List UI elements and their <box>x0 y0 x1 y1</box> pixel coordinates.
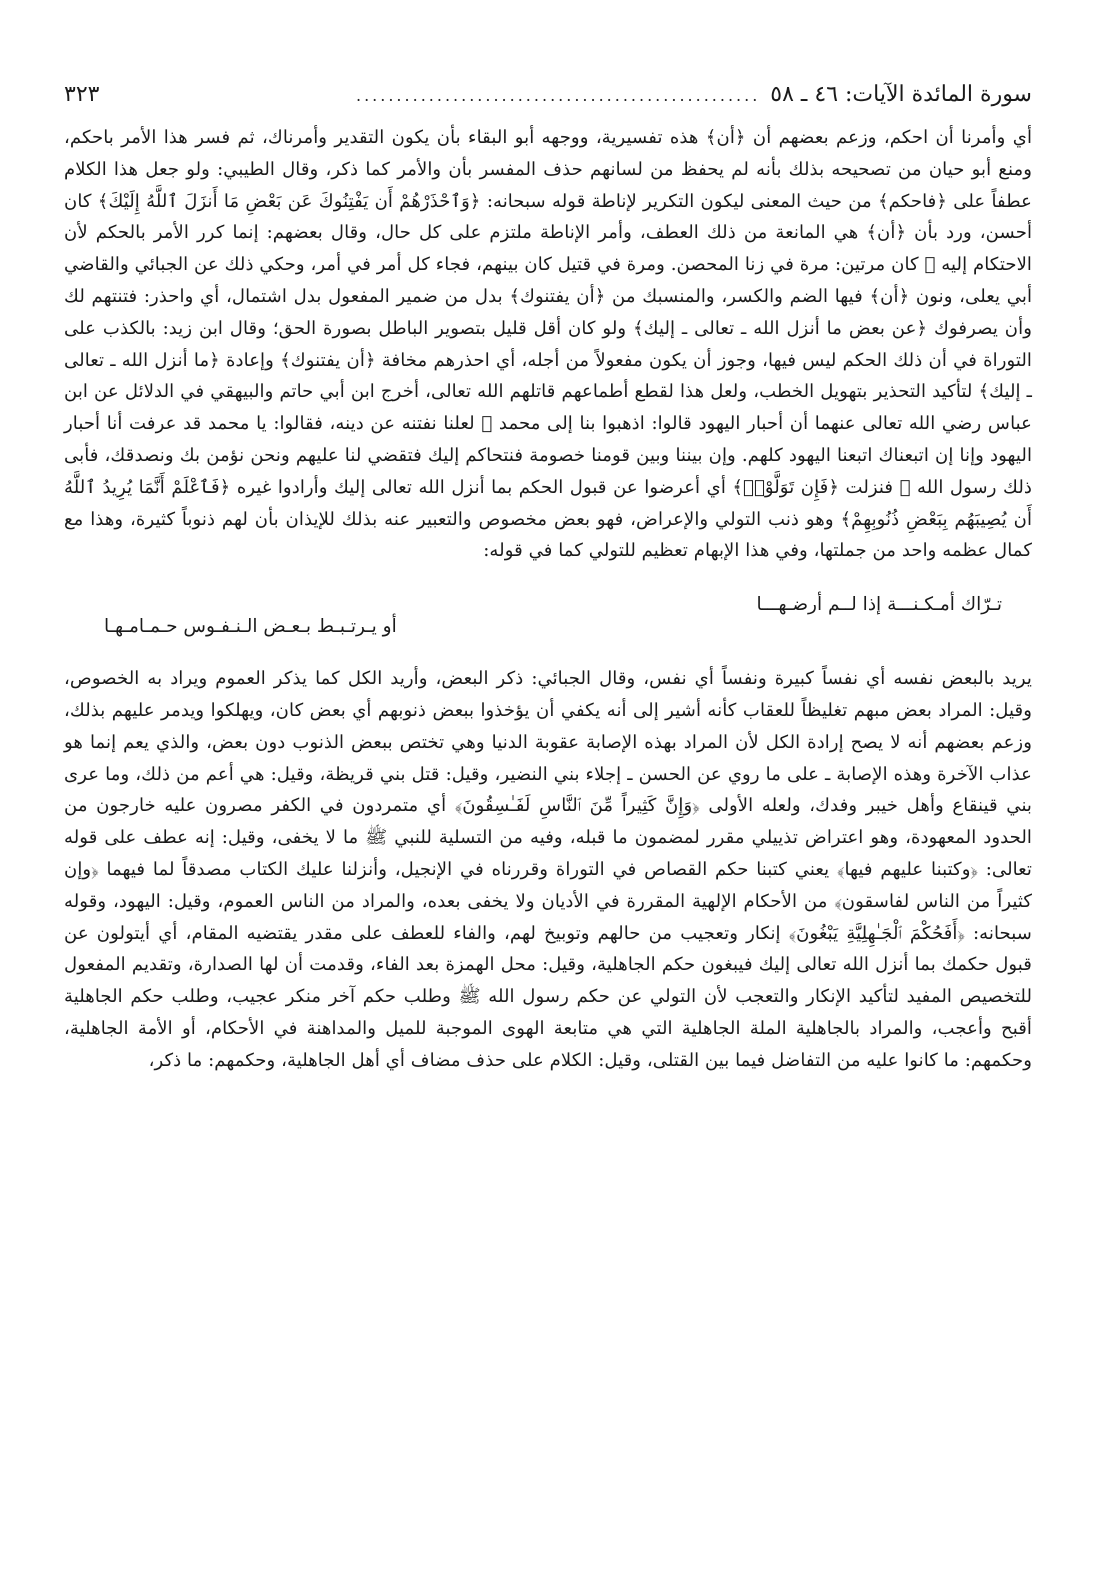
spacer <box>64 645 1032 663</box>
commentary-text-before <box>64 122 1032 567</box>
commentary-text-after <box>64 663 1032 1076</box>
verse-hemistich-first: تـرّاك أمـكـنـــة إذا لــم أرضـهـــا <box>756 594 1002 616</box>
dotted-leader: .................................................. <box>356 86 761 105</box>
book-page <box>64 78 1032 1558</box>
paragraph: أي وأمرنا أن احكم، وزعم بعضهم أن ﴿أن﴾ هذه تفسيرية، ووجهه أبو البقاء بأن يكون التقدير وأمرناك، ثم فسر هذا الأمر باحكم، ومنع أبو حيان من تصحيحه بذلك بأنه لم يحفظ من لسانهم حذف المفسر بأن والأمر كما ذكر، وقال الطيبي: ولو جعل هذا الكلام عطفاً على ﴿فاحكم﴾ من حيث المعنى ليكون التكرير لإناطة قوله سبحانه: ﴿وَٱحْذَرْهُمْ أَن يَفْتِنُوكَ عَن بَعْضِ مَا أَنزَلَ ٱللَّهُ إِلَيْكَ﴾ كان أحسن، ورد بأن ﴿أن﴾ هي المانعة من ذلك العطف، وأمر الإناطة ملتزم على كل حال، وقال بعضهم: إنما كرر الأمر بالحكم لأن الاحتكام إليه ﷺ كان مرتين: مرة في زنا المحصن. ومرة في قتيل كان بينهم، فجاء كل أمر في أمر، وحكي ذلك عن الجبائي والقاضي أبي يعلى، ونون ﴿أن﴾ فيها الضم والكسر، والمنسبك من ﴿أن يفتنوك﴾ بدل من ضمير المفعول بدل اشتمال، أي واحذر: فتنتهم لك وأن يصرفوك ﴿عن بعض ما أنزل الله ـ تعالى ـ إليك﴾ ولو كان أقل قليل بتصوير الباطل بصورة الحق؛ وقال ابن زيد: بالكذب على التوراة في أن ذلك الحكم ليس فيها، وجوز أن يكون مفعولاً من أجله، أي احذرهم مخافة ﴿أن يفتنوك﴾ وإعادة ﴿ما أنزل الله ـ تعالى ـ إليك﴾ لتأكيد التحذير بتهويل الخطب، ولعل هذا لقطع أطماعهم قاتلهم الله تعالى، أخرج ابن أبي حاتم والبيهقي في الدلائل عن ابن عباس رضي الله تعالى عنهما أن أحبار اليهود قالوا: اذهبوا بنا إلى محمد ﷺ لعلنا نفتنه عن دينه، فقالوا: يا محمد قد عرفت أنا أحبار اليهود وإنا إن اتبعناك اتبعنا اليهود كلهم. وإن بيننا وبين قومنا خصومة فنتحاكم إليك فتقضي لنا عليهم ونحن نؤمن بك ونصدقك، فأبى ذلك رسول الله ﷺ فنزلت ﴿فَإِن تَوَلَّوْا۟﴾ أي أعرضوا عن قبول الحكم بما أنزل الله تعالى إليك وأرادوا غيره ﴿فَٱعْلَمْ أَنَّمَا يُرِيدُ ٱللَّهُ أَن يُصِيبَهُم بِبَعْضِ ذُنُوبِهِمْ﴾ وهو ذنب التولي والإعراض، فهو بعض مخصوص والتعبير عنه بذلك للإيذان بأن لهم ذنوباً كثيرة، وهذا مع كمال عظمه واحد من جملتها، وفي هذا الإبهام تعظيم للتولي كما في قوله: <box>64 127 1032 562</box>
poetry-verse <box>64 567 1032 645</box>
running-header <box>64 78 1032 122</box>
surah-title: سورة المائدة الآيات: ٤٦ ـ ٥٨ <box>770 82 1032 107</box>
verse-hemistich-second: أو يـرتـبـط بـعـض الـنـفـوس حـمـامـهـا <box>104 616 397 638</box>
paragraph: يريد بالبعض نفسه أي نفساً كبيرة ونفساً أي نفس، وقال الجبائي: ذكر البعض، وأريد الكل كما يذكر العموم ويراد به الخصوص، وقيل: المراد بعض مبهم تغليظاً للعقاب كأنه أشير إلى أنه يكفي أن يؤخذوا ببعض ذنوبهم أي بعض كان، ويهلكوا ويدمر عليهم بذلك، وزعم بعضهم أنه لا يصح إرادة الكل لأن المراد بهذه الإصابة عقوبة الدنيا وهي تختص ببعض الذنوب دون بعض، والذي يعم إنما هو عذاب الآخرة وهذه الإصابة ـ على ما روي عن الحسن ـ إجلاء بني النضير، وقيل: قتل بني قريظة، وقيل: هي أعم من ذلك، وما عرى بني قينقاع وأهل خيبر وفدك، ولعله الأولى ﴿وَإِنَّ كَثِيراً مِّنَ ٱلنَّاسِ لَفَـٰسِقُونَ﴾ أي متمردون في الكفر مصرون عليه خارجون من الحدود المعهودة، وهو اعتراض تذييلي مقرر لمضمون ما قبله، وفيه من التسلية للنبي ﷺ ما لا يخفى، وقيل: إنه عطف على قوله تعالى: ﴿وكتبنا عليهم فيها﴾ يعني كتبنا حكم القصاص في التوراة وقررناه في الإنجيل، وأنزلنا عليك الكتاب مصدقاً لما فيهما ﴿وإن كثيراً من الناس لفاسقون﴾ من الأحكام الإلهية المقررة في الأديان ولا يخفى بعده، والمراد من الناس العموم، وقيل: اليهود، وقوله سبحانه: ﴿أَفَحُكْمَ ٱلْجَـٰهِلِيَّةِ يَبْغُونَ﴾ إنكار وتعجيب من حالهم وتوبيخ لهم، والفاء للعطف على مقدر يقتضيه المقام، أي أيتولون عن قبول حكمك بما أنزل الله تعالى إليك فيبغون حكم الجاهلية، وقيل: محل الهمزة بعد الفاء، وقدمت أن لها الصدارة، وتقديم المفعول للتخصيص المفيد لتأكيد الإنكار والتعجب لأن التولي عن حكم رسول الله ﷺ وطلب حكم آخر منكر عجيب، وطلب حكم الجاهلية أقبح وأعجب، والمراد بالجاهلية الملة الجاهلية التي هي متابعة الهوى الموجبة للميل والمداهنة في الأحكام، أو الأمة الجاهلية، وحكمهم: ما كانوا عليه من التفاضل فيما بين القتلى، وقيل: الكلام على حذف مضاف أي أهل الجاهلية، وحكمهم: ما ذكر، <box>64 668 1032 1071</box>
page-number: ٣٢٣ <box>64 82 100 107</box>
